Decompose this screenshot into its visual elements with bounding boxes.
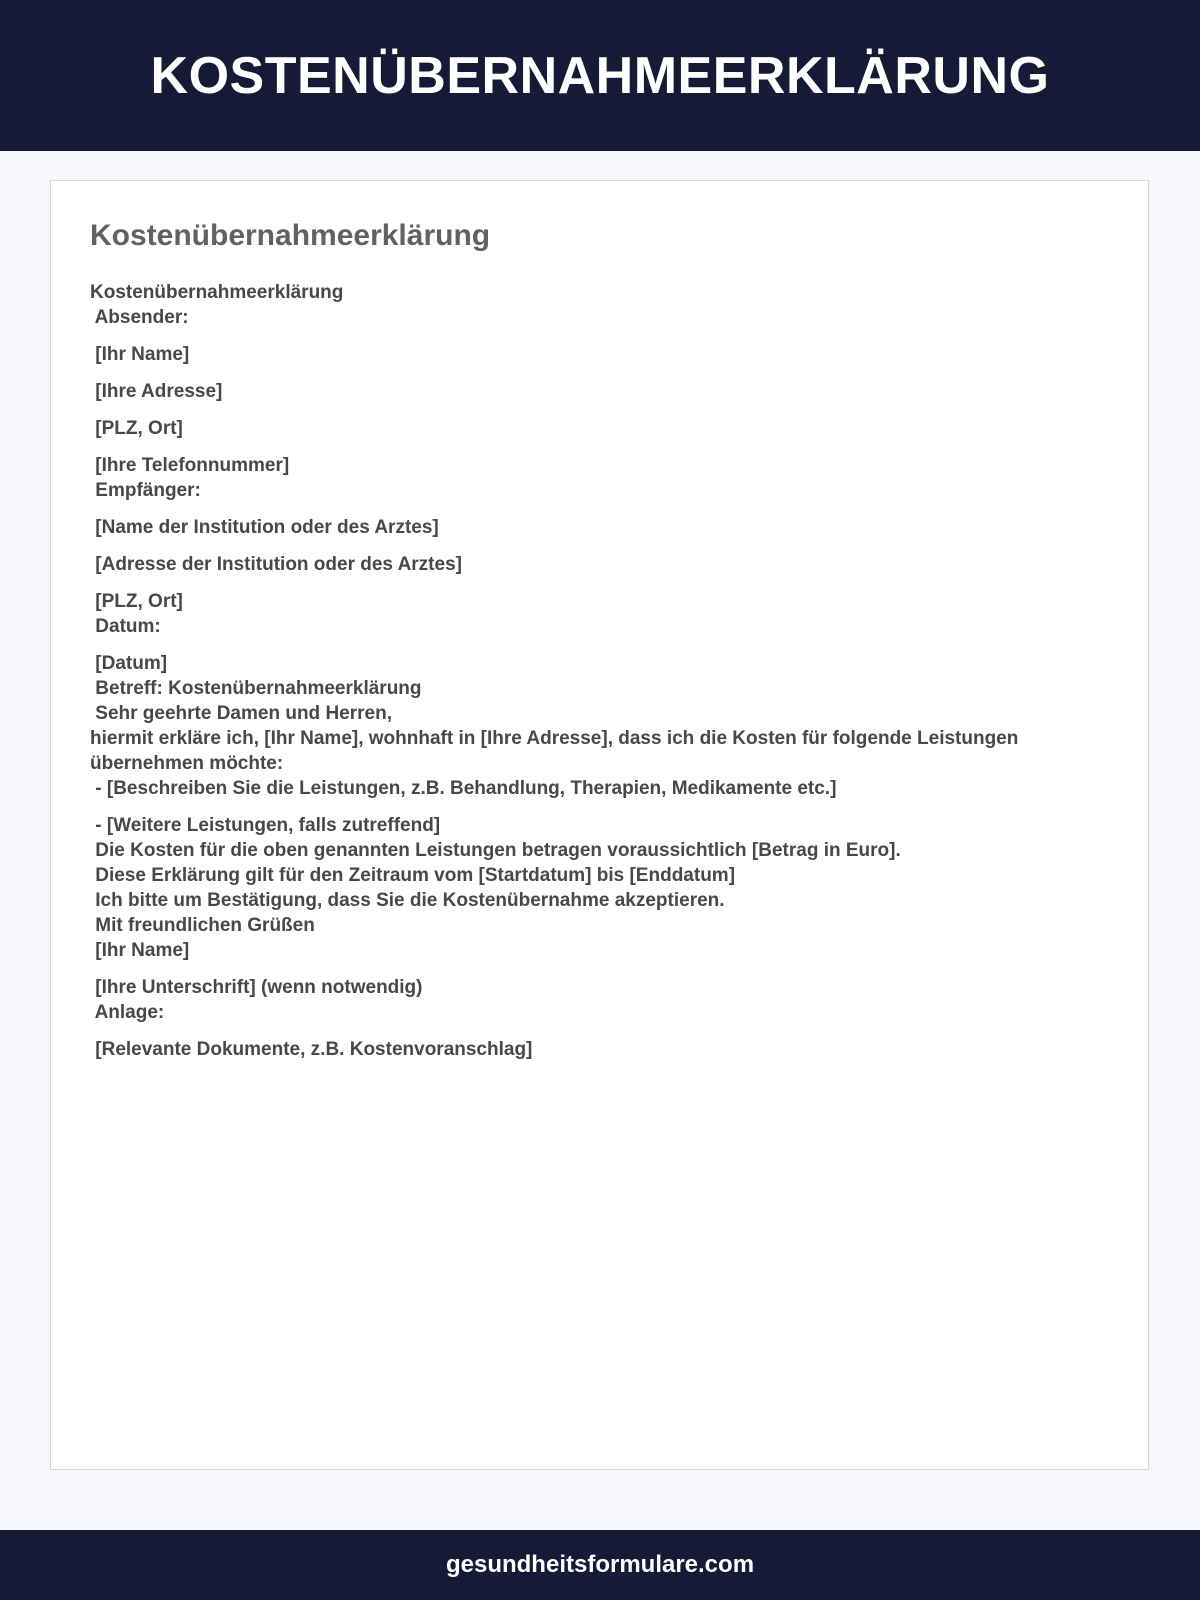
body-line-sender-label: Absender: (90, 307, 189, 328)
body-line-sender-city: [PLZ, Ort] (90, 418, 183, 439)
page-title: KOSTENÜBERNAHMEERKLÄRUNG (150, 46, 1050, 105)
body-line-period: Diese Erklärung gilt für den Zeitraum vom [Startdatum] bis [Enddatum] (90, 865, 736, 886)
footer-site-name: gesundheitsformulare.com (445, 1551, 755, 1578)
body-line-subject: Betreff: Kostenübernahmeerklärung (90, 678, 422, 699)
body-line-sender-name: [Ihr Name] (90, 344, 190, 365)
body-line-date: [Datum] (90, 653, 168, 674)
body-line-request: Ich bitte um Bestätigung, dass Sie die Kostenübernahme akzeptieren. (90, 890, 725, 911)
body-line-date-label: Datum: (90, 616, 161, 637)
body-line-signer-name: [Ihr Name] (90, 940, 190, 961)
body-line-declaration: hiermit erkläre ich, [Ihr Name], wohnhaft in [Ihre Adresse], dass ich die Kosten für folgende Leistungen übernehmen möchte: (90, 728, 1024, 774)
document-card (50, 180, 1149, 1470)
body-line-cost: Die Kosten für die oben genannten Leistungen betragen voraussichtlich [Betrag in Euro]. (90, 840, 901, 861)
body-line-sender-address: [Ihre Adresse] (90, 381, 223, 402)
body-line-service-1: - [Beschreiben Sie die Leistungen, z.B. Behandlung, Therapien, Medikamente etc.] (90, 778, 837, 799)
body-line-signature: [Ihre Unterschrift] (wenn notwendig) (90, 977, 423, 998)
body-line-sender-phone: [Ihre Telefonnummer] (90, 455, 290, 476)
body-line-attachment-label: Anlage: (90, 1002, 165, 1023)
document-body (90, 280, 1090, 1062)
body-line-recipient-name: [Name der Institution oder des Arztes] (90, 517, 439, 538)
document-title: Kostenübernahmeerklärung (90, 219, 491, 252)
page-header (0, 0, 1200, 151)
page-footer (0, 1530, 1200, 1600)
body-line-recipient-label: Empfänger: (90, 480, 201, 501)
body-line-attachment: [Relevante Dokumente, z.B. Kostenvoranschlag] (90, 1039, 533, 1060)
body-line-salutation: Sehr geehrte Damen und Herren, (90, 703, 392, 724)
body-line-recipient-city: [PLZ, Ort] (90, 591, 183, 612)
body-line-service-2: - [Weitere Leistungen, falls zutreffend] (90, 815, 441, 836)
body-line-heading: Kostenübernahmeerklärung (90, 282, 344, 303)
body-line-closing: Mit freundlichen Grüßen (90, 915, 315, 936)
body-line-recipient-address: [Adresse der Institution oder des Arztes] (90, 554, 462, 575)
